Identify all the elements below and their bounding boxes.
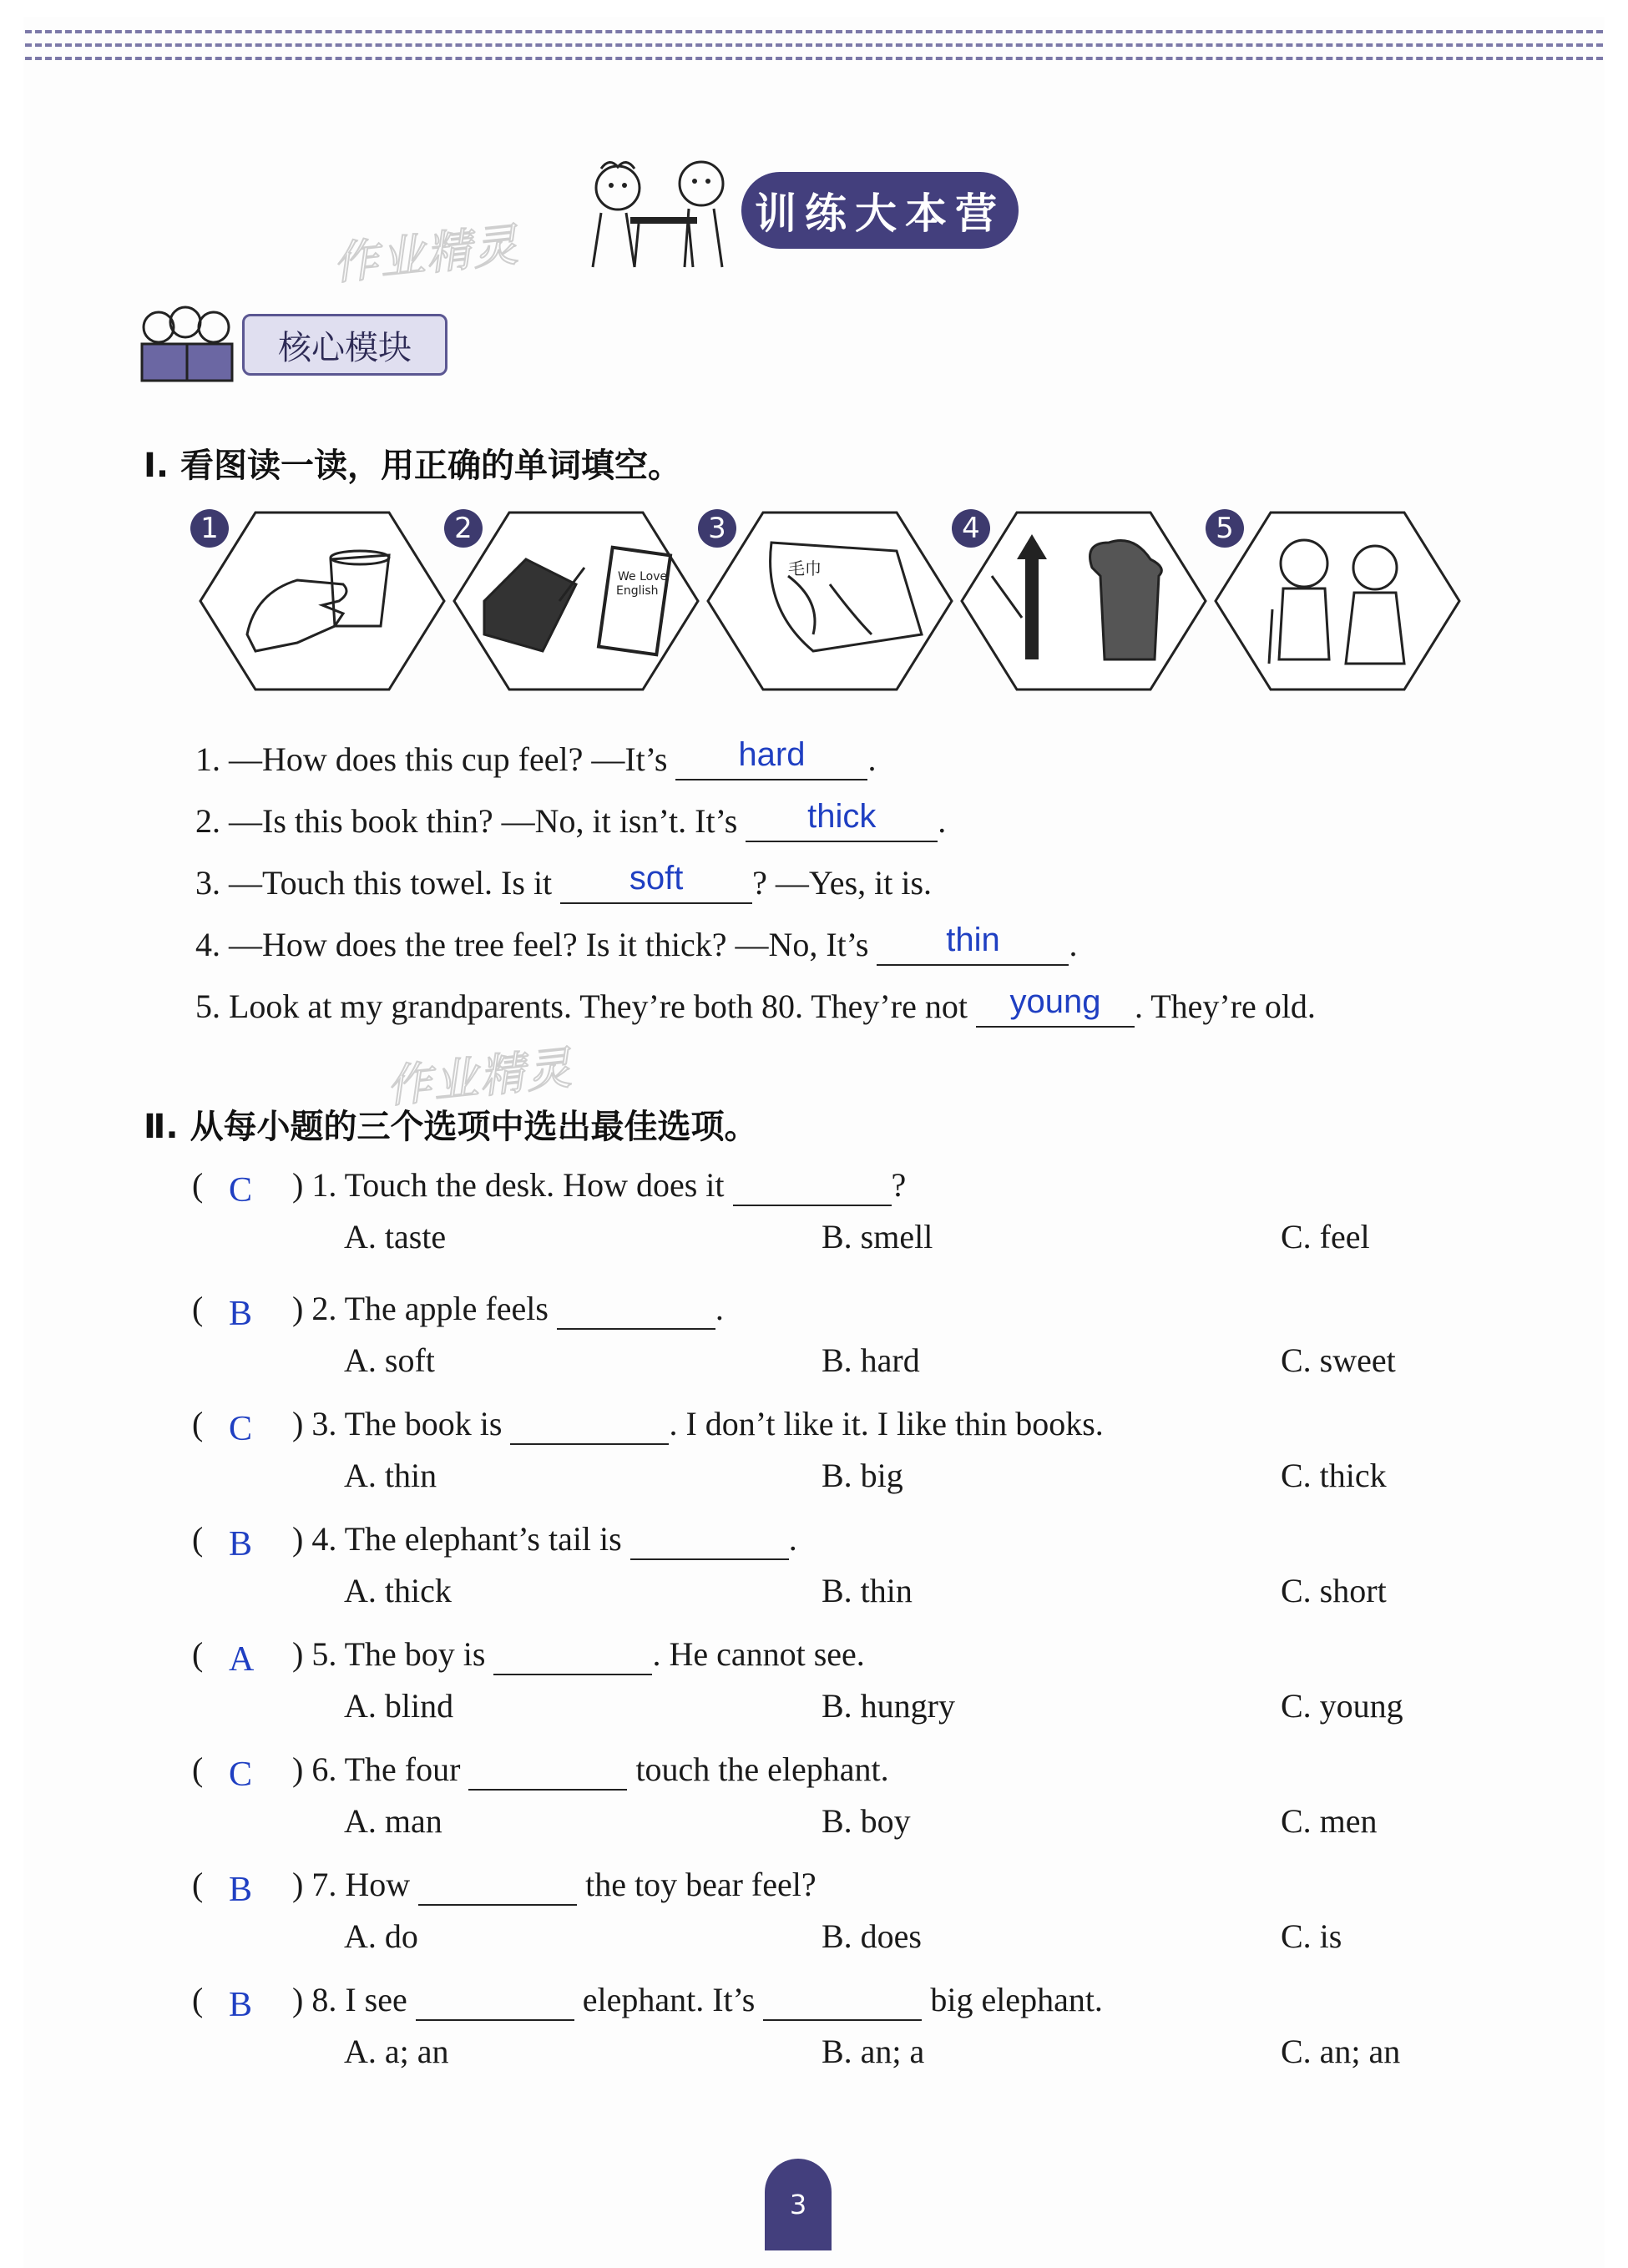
top-dashed-border <box>25 30 1603 33</box>
question-text: 2. —Is this book thin? —No, it isn’t. It’s <box>195 802 746 840</box>
option-a[interactable]: A. blind <box>344 1687 454 1725</box>
answer-letter: C <box>229 1755 253 1794</box>
question-stem: ) 4. The elephant’s tail is <box>292 1520 630 1558</box>
option-c[interactable]: C. thick <box>1281 1457 1387 1494</box>
books-icon <box>451 509 701 693</box>
picture-number: 3 <box>698 509 736 548</box>
fill-question-1 <box>195 736 877 780</box>
page-number: 3 <box>765 2159 832 2250</box>
answer-text: young <box>1009 983 1101 1020</box>
watermark-2: 作业精灵 <box>383 1041 576 1114</box>
answer-letter: B <box>229 1295 253 1333</box>
option-b[interactable]: B. hard <box>822 1341 920 1379</box>
question-stem: ) 3. The book is <box>292 1405 511 1442</box>
option-b[interactable]: B. hungry <box>822 1687 955 1725</box>
header-banner <box>576 150 1027 275</box>
question-stem: ) 7. How <box>292 1866 419 1903</box>
question-stem-end: . I don’t like it. I like thin books. <box>669 1405 1104 1442</box>
option-c[interactable]: C. an; an <box>1281 2033 1401 2070</box>
fill-question-4 <box>195 922 1078 966</box>
option-a[interactable]: A. do <box>344 1917 418 1955</box>
answer-letter: A <box>229 1640 255 1679</box>
section1-title: Ⅰ. 看图读一读，用正确的单词填空。 <box>144 447 682 485</box>
question-text: 3. —Touch this towel. Is it <box>195 864 561 902</box>
picture-number: 4 <box>952 509 990 548</box>
picture-number: 5 <box>1206 509 1244 548</box>
answer-blank[interactable] <box>560 860 752 904</box>
question-text: 1. —How does this cup feel? —It’s <box>195 740 676 778</box>
picture-4 <box>958 509 1209 693</box>
svg-text:We Love: We Love <box>618 570 668 583</box>
picture-5 <box>1212 509 1463 693</box>
option-c[interactable]: C. young <box>1281 1687 1403 1725</box>
answer-letter: B <box>229 1871 253 1909</box>
option-b[interactable]: B. smell <box>822 1218 933 1255</box>
answer-text: soft <box>629 860 684 897</box>
banner-title: 训练大本营 <box>741 172 1019 249</box>
mc-question-5 <box>192 1634 865 1679</box>
picture-number: 2 <box>444 509 483 548</box>
answer-blank[interactable] <box>976 983 1135 1028</box>
option-c[interactable]: C. feel <box>1281 1218 1370 1255</box>
question-text-end: . <box>1069 926 1078 963</box>
picture-number: 1 <box>190 509 229 548</box>
watermark: 作业精灵 <box>330 218 523 290</box>
answer-text: hard <box>738 736 806 773</box>
mc-question-3 <box>192 1404 1104 1448</box>
answer-blank[interactable] <box>746 798 938 842</box>
answer-letter: B <box>229 1986 253 2024</box>
question-stem-end: . He cannot see. <box>652 1635 865 1673</box>
mc-question-7 <box>192 1865 817 1909</box>
answer-paren[interactable]: ( C <box>192 1750 253 1794</box>
option-a[interactable]: A. taste <box>344 1218 447 1255</box>
stem-blank <box>418 1865 577 1906</box>
question-stem-mid: elephant. It’s <box>574 1981 764 2018</box>
answer-letter: C <box>229 1410 253 1448</box>
option-a[interactable]: A. man <box>344 1802 442 1840</box>
question-stem: ) 2. The apple feels <box>292 1290 557 1327</box>
option-b[interactable]: B. boy <box>822 1802 911 1840</box>
stem-blank <box>493 1634 652 1675</box>
question-stem: ) 8. I see <box>292 1981 416 2018</box>
mc-question-1 <box>192 1165 907 1210</box>
option-b[interactable]: B. an; a <box>822 2033 925 2070</box>
option-c[interactable]: C. sweet <box>1281 1341 1396 1379</box>
mc-question-6 <box>192 1750 889 1794</box>
option-c[interactable]: C. men <box>1281 1802 1378 1840</box>
stem-blank <box>557 1289 715 1330</box>
question-stem: ) 1. Touch the desk. How does it <box>292 1166 733 1204</box>
option-c[interactable]: C. short <box>1281 1572 1387 1609</box>
answer-paren[interactable]: ( B <box>192 1866 253 1909</box>
answer-blank[interactable] <box>877 922 1069 966</box>
question-stem-end: the toy bear feel? <box>577 1866 817 1903</box>
option-a[interactable]: A. soft <box>344 1341 435 1379</box>
option-b[interactable]: B. thin <box>822 1572 913 1609</box>
picture-1 <box>197 509 447 693</box>
grandparents-icon <box>1212 509 1463 693</box>
stem-blank <box>733 1165 892 1206</box>
top-dashed-border-2 <box>25 43 1603 47</box>
question-stem-end: . <box>788 1520 797 1558</box>
kids-at-desk-icon <box>576 150 743 275</box>
answer-paren[interactable]: ( C <box>192 1405 253 1448</box>
question-stem: ) 6. The four <box>292 1750 469 1788</box>
stem-blank <box>468 1750 627 1791</box>
answer-text: thin <box>946 922 1000 958</box>
svg-text:毛巾: 毛巾 <box>788 558 822 578</box>
answer-blank[interactable] <box>675 736 867 780</box>
stem-blank <box>416 1980 574 2021</box>
module-label: 核心模块 <box>242 314 447 376</box>
fill-question-3 <box>195 860 933 904</box>
stem-blank-2 <box>763 1980 922 2021</box>
hand-on-towel-icon <box>705 509 955 693</box>
question-stem-end: . <box>715 1290 724 1327</box>
reading-kids-icon <box>134 302 240 386</box>
answer-letter: C <box>229 1171 253 1210</box>
option-a[interactable]: A. thick <box>344 1572 452 1609</box>
question-stem-end: touch the elephant. <box>627 1750 889 1788</box>
question-text-end: . <box>938 802 947 840</box>
option-a[interactable]: A. a; an <box>344 2033 449 2070</box>
answer-paren[interactable]: ( A <box>192 1635 255 1679</box>
question-text-end: ? —Yes, it is. <box>752 864 933 902</box>
top-dashed-border-3 <box>25 57 1603 60</box>
section2-title: Ⅱ. 从每小题的三个选项中选出最佳选项。 <box>144 1108 758 1146</box>
question-text-end: . They’re old. <box>1134 988 1316 1025</box>
answer-text: thick <box>807 798 877 835</box>
question-text: 5. Look at my grandparents. They’re both 80. They’re not <box>195 988 976 1025</box>
question-text: 4. —How does the tree feel? Is it thick? —No, It’s <box>195 926 877 963</box>
hand-holding-cup-icon <box>197 509 447 693</box>
question-stem-end: ? <box>891 1166 907 1204</box>
fill-question-2 <box>195 798 947 842</box>
picture-2 <box>451 509 701 693</box>
mc-question-8 <box>192 1980 1103 2024</box>
answer-paren[interactable]: ( B <box>192 1520 253 1563</box>
option-a[interactable]: A. thin <box>344 1457 437 1494</box>
question-stem-end: big elephant. <box>922 1981 1103 2018</box>
answer-paren[interactable]: ( C <box>192 1166 253 1210</box>
option-b[interactable]: B. big <box>822 1457 903 1494</box>
mc-question-2 <box>192 1289 724 1333</box>
option-b[interactable]: B. does <box>822 1917 922 1955</box>
answer-paren[interactable]: ( B <box>192 1981 253 2024</box>
option-c[interactable]: C. is <box>1281 1917 1342 1955</box>
answer-paren[interactable]: ( B <box>192 1290 253 1333</box>
mc-question-4 <box>192 1519 797 1563</box>
question-text-end: . <box>867 740 877 778</box>
question-stem: ) 5. The boy is <box>292 1635 494 1673</box>
fill-question-5 <box>195 983 1316 1028</box>
stem-blank <box>630 1519 789 1560</box>
stem-blank <box>510 1404 669 1445</box>
picture-3 <box>705 509 955 693</box>
svg-text:English: English <box>616 584 659 598</box>
answer-letter: B <box>229 1525 253 1563</box>
thin-and-thick-tree-icon <box>958 509 1209 693</box>
